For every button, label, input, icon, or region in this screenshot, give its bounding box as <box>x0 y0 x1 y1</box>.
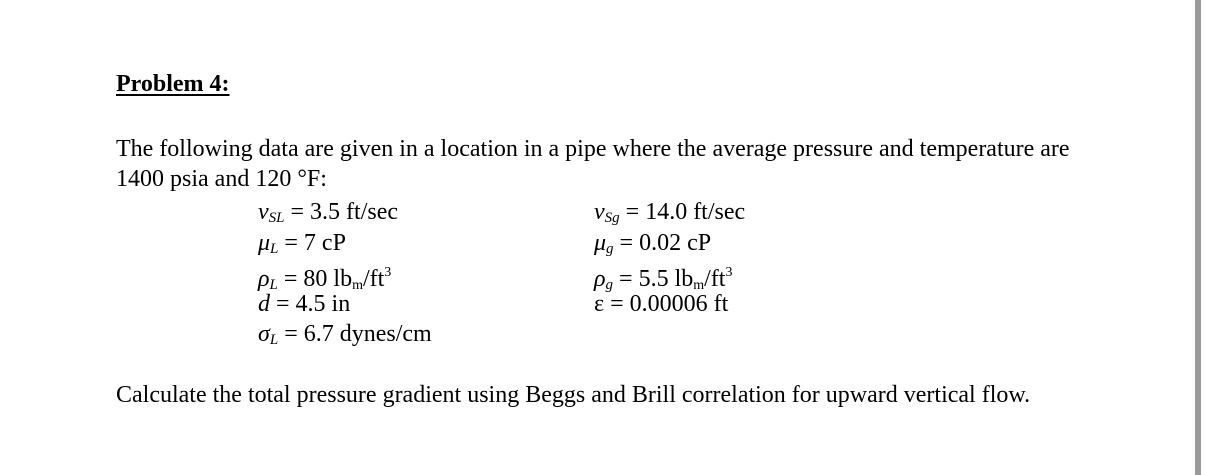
value-rho-g: = 5.5 lb <box>619 266 694 292</box>
given-data-left-column <box>258 197 432 350</box>
value-epsilon: = 0.00006 ft <box>610 290 729 317</box>
value-mu-l: = 7 cP <box>284 229 346 256</box>
subscript-sl: SL <box>268 210 285 226</box>
symbol-viscosity: μ <box>594 229 607 256</box>
subscript-l: L <box>269 332 279 348</box>
problem-heading: Problem 4: <box>116 71 230 97</box>
given-mu-l <box>258 228 432 259</box>
subscript-l: L <box>270 240 279 257</box>
given-sigma-l <box>258 319 432 350</box>
given-vsl <box>258 197 432 228</box>
unit-per-ft: /ft <box>704 266 726 292</box>
unit-superscript-3: 3 <box>725 265 733 280</box>
symbol-diameter: d <box>258 290 270 317</box>
value-mu-g: = 0.02 cP <box>619 229 712 256</box>
symbol-surface-tension: σ <box>258 321 270 347</box>
scrollbar[interactable] <box>1190 0 1206 475</box>
unit-subscript-m: m <box>352 278 363 293</box>
unit-subscript-m: m <box>693 278 705 293</box>
symbol-velocity: v <box>594 199 605 225</box>
problem-question: Calculate the total pressure gradient using Beggs and Brill correlation for upward vertical flow. <box>116 382 1031 408</box>
value-d: = 4.5 in <box>276 290 351 317</box>
given-vsg <box>594 197 745 228</box>
symbol-viscosity: μ <box>258 229 271 256</box>
given-rho-l <box>258 258 432 293</box>
value-vsl: = 3.5 ft/sec <box>290 199 399 225</box>
scrollbar-track[interactable] <box>1195 0 1201 475</box>
value-sigma-l: = 6.7 dynes/cm <box>284 321 432 347</box>
subscript-sg: Sg <box>604 210 620 226</box>
unit-per-ft: /ft <box>362 266 385 292</box>
value-rho-l: = 80 lb <box>283 266 353 292</box>
symbol-density: ρ <box>258 266 270 292</box>
subscript-l: L <box>269 277 278 293</box>
given-mu-g <box>594 228 745 259</box>
given-rho-g <box>594 258 745 293</box>
given-epsilon <box>594 289 745 320</box>
subscript-g: g <box>605 277 614 293</box>
given-d <box>258 289 432 320</box>
symbol-roughness: ε <box>594 290 605 317</box>
subscript-g: g <box>606 240 614 257</box>
value-vsg: = 14.0 ft/sec <box>625 199 746 225</box>
document-page <box>116 0 1176 475</box>
problem-intro: The following data are given in a location in a pipe where the average pressure and temperature are 1400 psia and 120 °F: <box>116 136 1070 192</box>
unit-superscript-3: 3 <box>384 265 392 280</box>
symbol-density: ρ <box>594 266 606 292</box>
symbol-velocity: v <box>258 199 269 225</box>
given-data-right-column <box>594 197 745 319</box>
